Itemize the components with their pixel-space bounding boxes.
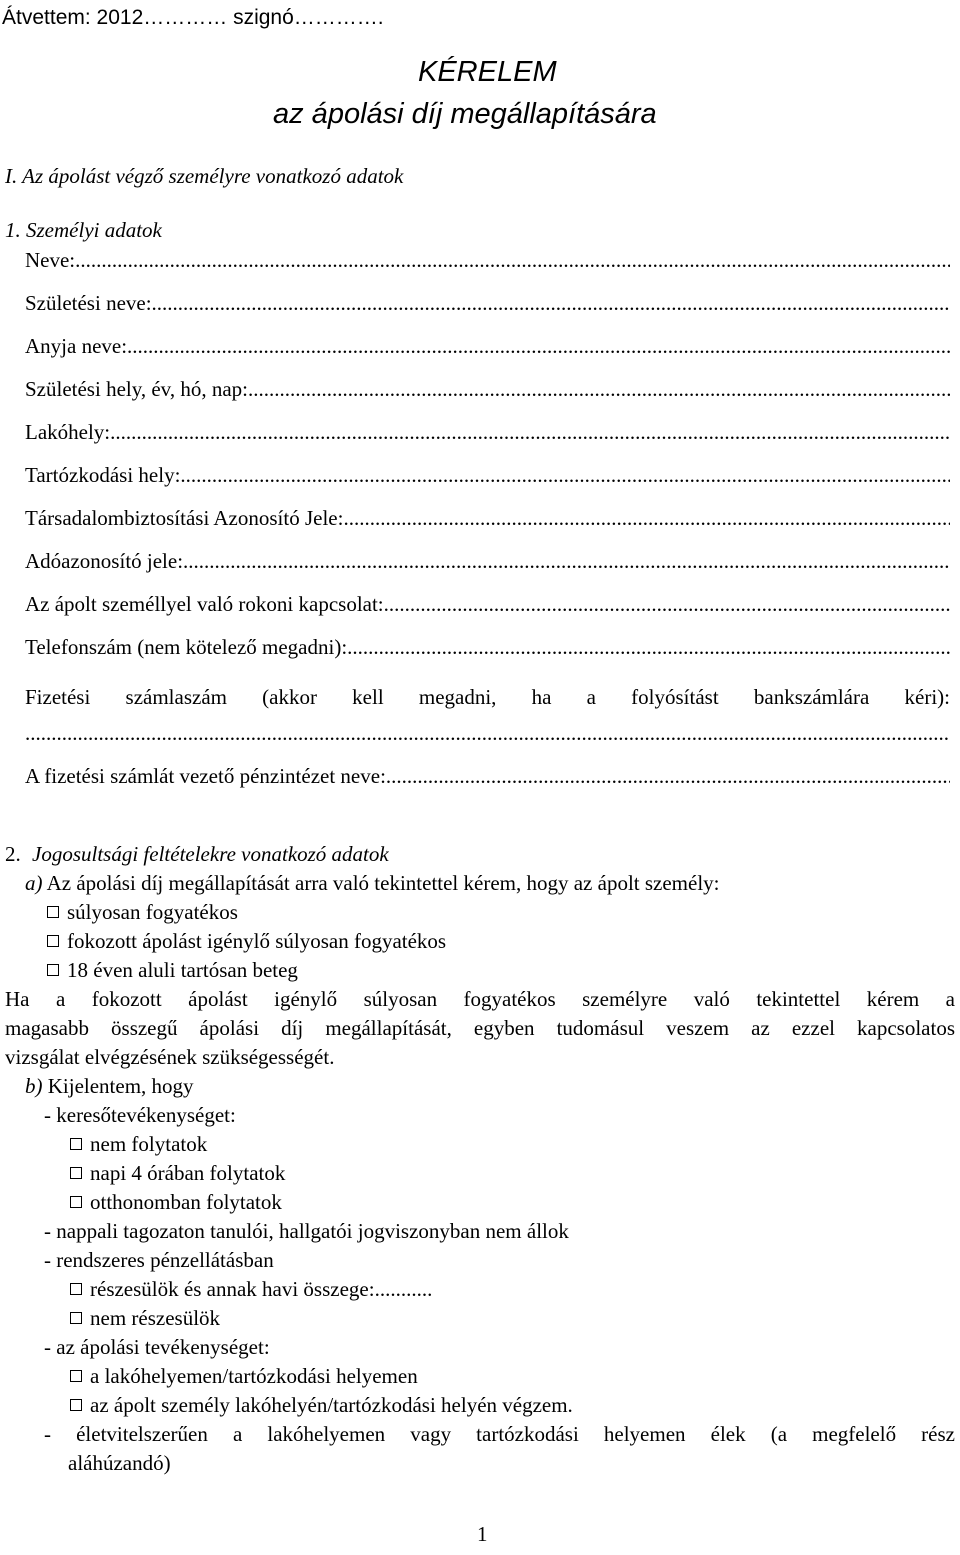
paragraph-line: Ha a fokozott ápolást igénylő súlyosan fogyatékos személyre való tekintettel kérem a [5,987,955,1011]
section-2-heading: Jogosultsági feltételekre vonatkozó adatok [32,842,389,866]
employment-heading: - keresőtevékenységet: [44,1103,236,1127]
item-b-label: b) [25,1074,43,1098]
option-label: otthonomban folytatok [90,1190,282,1214]
mother-name-label: Anyja neve: [25,334,128,358]
item-a-line [25,869,720,897]
item-a-label: a) [25,871,43,895]
page-number: 1 [477,1522,488,1546]
phone-label: Telefonszám (nem kötelező megadni): [25,635,348,659]
option-label: nem folytatok [90,1132,208,1156]
birth-place-date-label: Születési hely, év, hó, nap: [25,377,248,401]
item-b-line [25,1072,194,1100]
checkbox-icon[interactable] [70,1399,82,1411]
checkbox-icon[interactable] [70,1196,82,1208]
checkbox-icon[interactable] [70,1312,82,1324]
document-subtitle: az ápolási díj megállapítására [273,98,657,130]
document-title: KÉRELEM [418,56,557,88]
checkbox-icon[interactable] [47,964,59,976]
living-statement-line1: - életvitelszerűen a lakóhelyemen vagy tartózkodási helyemen élek (a megfelelő rész [44,1422,955,1446]
benefit-heading: - rendszeres pénzellátásban [44,1248,274,1272]
option-home-work[interactable] [70,1188,282,1216]
checkbox-icon[interactable] [70,1283,82,1295]
name-field[interactable] [25,246,950,274]
option-patient-residence[interactable] [70,1391,573,1419]
option-label: napi 4 órában folytatok [90,1161,286,1185]
section-2-number: 2. [5,842,21,866]
option-not-working[interactable] [70,1130,207,1158]
relationship-field[interactable] [25,590,950,618]
checkbox-icon[interactable] [70,1370,82,1382]
option-no-benefit[interactable] [70,1304,220,1332]
option-label: a lakóhelyemen/tartózkodási helyemen [90,1364,418,1388]
account-number-field[interactable] [25,719,950,747]
option-label: 18 éven aluli tartósan beteg [67,958,298,982]
tax-id-field[interactable] [25,547,950,575]
option-label: az ápolt személy lakóhelyén/tartózkodási helyén végzem. [90,1393,573,1417]
phone-field[interactable] [25,633,950,661]
option-receives-benefit[interactable] [70,1275,432,1303]
section-1-heading: I. Az ápolást végző személyre vonatkozó adatok [5,164,404,188]
checkbox-icon[interactable] [70,1138,82,1150]
enhanced-care-paragraph [5,985,955,1072]
option-label: fokozott ápolást igénylő súlyosan fogyatékos [67,929,447,953]
relationship-label: Az ápolt személlyel való rokoni kapcsolat: [25,592,384,616]
bank-name-label: A fizetési számlát vezető pénzintézet neve: [25,764,386,788]
birth-name-label: Születési neve: [25,291,152,315]
bank-name-field[interactable] [25,762,950,790]
option-4-hours[interactable] [70,1159,285,1187]
option-label: nem részesülök [90,1306,221,1330]
option-severely-disabled[interactable] [47,898,238,926]
taj-label: Társadalombiztosítási Azonosító Jele: [25,506,344,530]
name-label: Neve: [25,248,76,272]
item-b-text: Kijelentem, hogy [47,1074,194,1098]
checkbox-icon[interactable] [47,906,59,918]
option-label: részesülök és annak havi összege:........... [90,1277,433,1301]
taj-field[interactable] [25,504,950,532]
checkbox-icon[interactable] [70,1167,82,1179]
birth-place-date-field[interactable] [25,375,950,403]
option-label: súlyosan fogyatékos [67,900,238,924]
account-number-label: Fizetési számlaszám (akkor kell megadni, ha a folyósítást bankszámlára kéri): [25,685,950,709]
student-statement: - nappali tagozaton tanulói, hallgatói jogviszonyban nem állok [44,1219,569,1243]
mother-name-field[interactable] [25,332,950,360]
option-enhanced-care-disabled[interactable] [47,927,446,955]
checkbox-icon[interactable] [47,935,59,947]
stay-place-field[interactable] [25,461,950,489]
paragraph-line: vizsgálat elvégzésének szükségességét. [5,1045,335,1069]
personal-data-heading: 1. Személyi adatok [5,218,162,242]
option-chronically-ill-minor[interactable] [47,956,298,984]
paragraph-line: magasabb összegű ápolási díj megállapítását, egyben tudomásul veszem az ezzel kapcsolatos [5,1016,955,1040]
received-note: Átvettem: 2012………… szignó…………. [2,6,384,29]
care-activity-heading: - az ápolási tevékenységet: [44,1335,270,1359]
stay-place-label: Tartózkodási hely: [25,463,181,487]
birth-name-field[interactable] [25,289,950,317]
residence-field[interactable] [25,418,950,446]
living-statement-line2: aláhúzandó) [68,1451,171,1475]
option-own-residence[interactable] [70,1362,418,1390]
item-a-text: Az ápolási díj megállapítását arra való tekintettel kérem, hogy az ápolt személy: [46,871,720,895]
tax-id-label: Adóazonosító jele: [25,549,184,573]
residence-label: Lakóhely: [25,420,111,444]
